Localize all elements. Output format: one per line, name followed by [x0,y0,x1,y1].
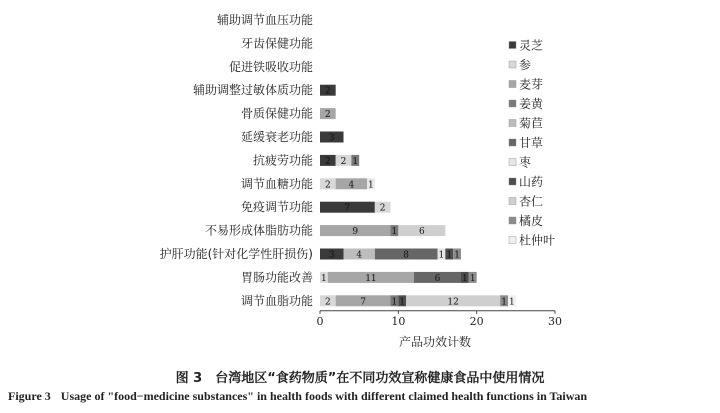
legend-swatch [509,159,516,166]
bar-value-label: 2 [379,203,386,214]
bar-value-label: 1 [368,180,374,191]
x-tick-label: 0 [316,314,324,328]
legend-swatch [509,100,516,107]
figure-number: Figure 3 [8,389,51,403]
bar-value-label: 11 [365,273,377,284]
legend-swatch [509,120,516,127]
legend-label: 杜仲叶 [519,233,556,248]
bar-value-label: 2 [324,110,331,121]
bar-value-label: 6 [418,227,425,238]
category-label: 牙齿保健功能 [240,36,313,51]
category-label: 辅助调整过敏体质功能 [192,83,313,98]
figure-caption-chinese: 图 3 台湾地区“食药物质”在不同功效宣称健康食品中使用情况 [175,371,545,386]
figure-caption-english [8,389,597,404]
bar-value-label: 2 [324,180,331,191]
bar-value-label: 1 [352,156,359,167]
x-tick-label: 30 [547,314,562,328]
legend-swatch [509,217,516,224]
bar-value-label: 1 [501,297,507,308]
bar-value-label: 1 [454,250,460,261]
bar-value-label: 12 [447,297,459,308]
bar-value-label: 2 [324,86,331,97]
category-label: 调节血糖功能 [240,176,313,191]
legend-swatch [509,198,516,205]
bar-value-label: 2 [324,297,331,308]
legend-label: 甘草 [519,136,544,150]
legend-swatch [509,139,516,146]
bar-value-label: 7 [360,297,366,308]
x-tick-label: 20 [469,314,484,328]
bar-value-label: 1 [391,227,398,238]
category-label: 不易形成体脂肪功能 [204,223,313,238]
category-label: 骨质保健功能 [240,106,313,121]
category-label: 胃肠功能改善 [240,270,313,285]
bar-value-label: 1 [469,273,476,284]
bar-value-label: 1 [509,297,515,308]
bar-value-label: 2 [340,156,347,167]
category-label: 免疫调节功能 [240,200,313,215]
bar-value-label: 9 [352,227,359,238]
legend-swatch [509,81,516,88]
legend-label: 橘皮 [519,214,544,228]
category-label: 调节血脂功能 [240,293,313,308]
bar-value-label: 4 [356,250,363,261]
category-label: 延缓衰老功能 [240,130,313,144]
legend-label: 麦芽 [519,77,544,92]
bar-value-label: 2 [324,156,331,167]
legend-label: 山药 [519,175,544,189]
category-label: 辅助调节血压功能 [216,13,313,27]
legend-swatch [509,61,516,68]
bar-value-label: 1 [462,273,468,284]
legend-swatch [509,237,516,244]
legend-label: 姜黄 [519,97,544,111]
bar-value-label: 1 [321,273,327,284]
legend-label: 杏仁 [519,194,544,209]
x-axis-label: 产品功效计数 [398,335,472,349]
legend-label: 枣 [519,155,532,170]
bar-value-label: 1 [446,250,453,261]
legend-label: 灵芝 [519,38,544,53]
figure-caption-text: Usage of "food−medicine substances" in health foods with different claimed health functions in Taiwan [60,389,588,403]
legend-swatch [509,42,516,49]
x-tick-label: 10 [391,314,406,328]
bar-value-label: 1 [399,297,406,308]
bar-value-label: 1 [391,297,398,308]
legend-label: 参 [519,58,532,72]
bar-value-label: 3 [328,133,335,144]
bar-value-label: 7 [344,203,351,214]
bar-value-label: 1 [438,250,445,261]
legend-label: 菊苣 [519,116,544,131]
bar-value-label: 6 [434,273,441,284]
bar-value-label: 8 [403,250,410,261]
category-label: 抗疲劳功能 [252,153,313,168]
category-label: 护肝功能(针对化学性肝损伤) [159,247,313,261]
legend-swatch [509,178,516,185]
bar-value-label: 3 [328,250,335,261]
bar-value-label: 4 [348,180,355,191]
category-label: 促进铁吸收功能 [228,59,313,74]
